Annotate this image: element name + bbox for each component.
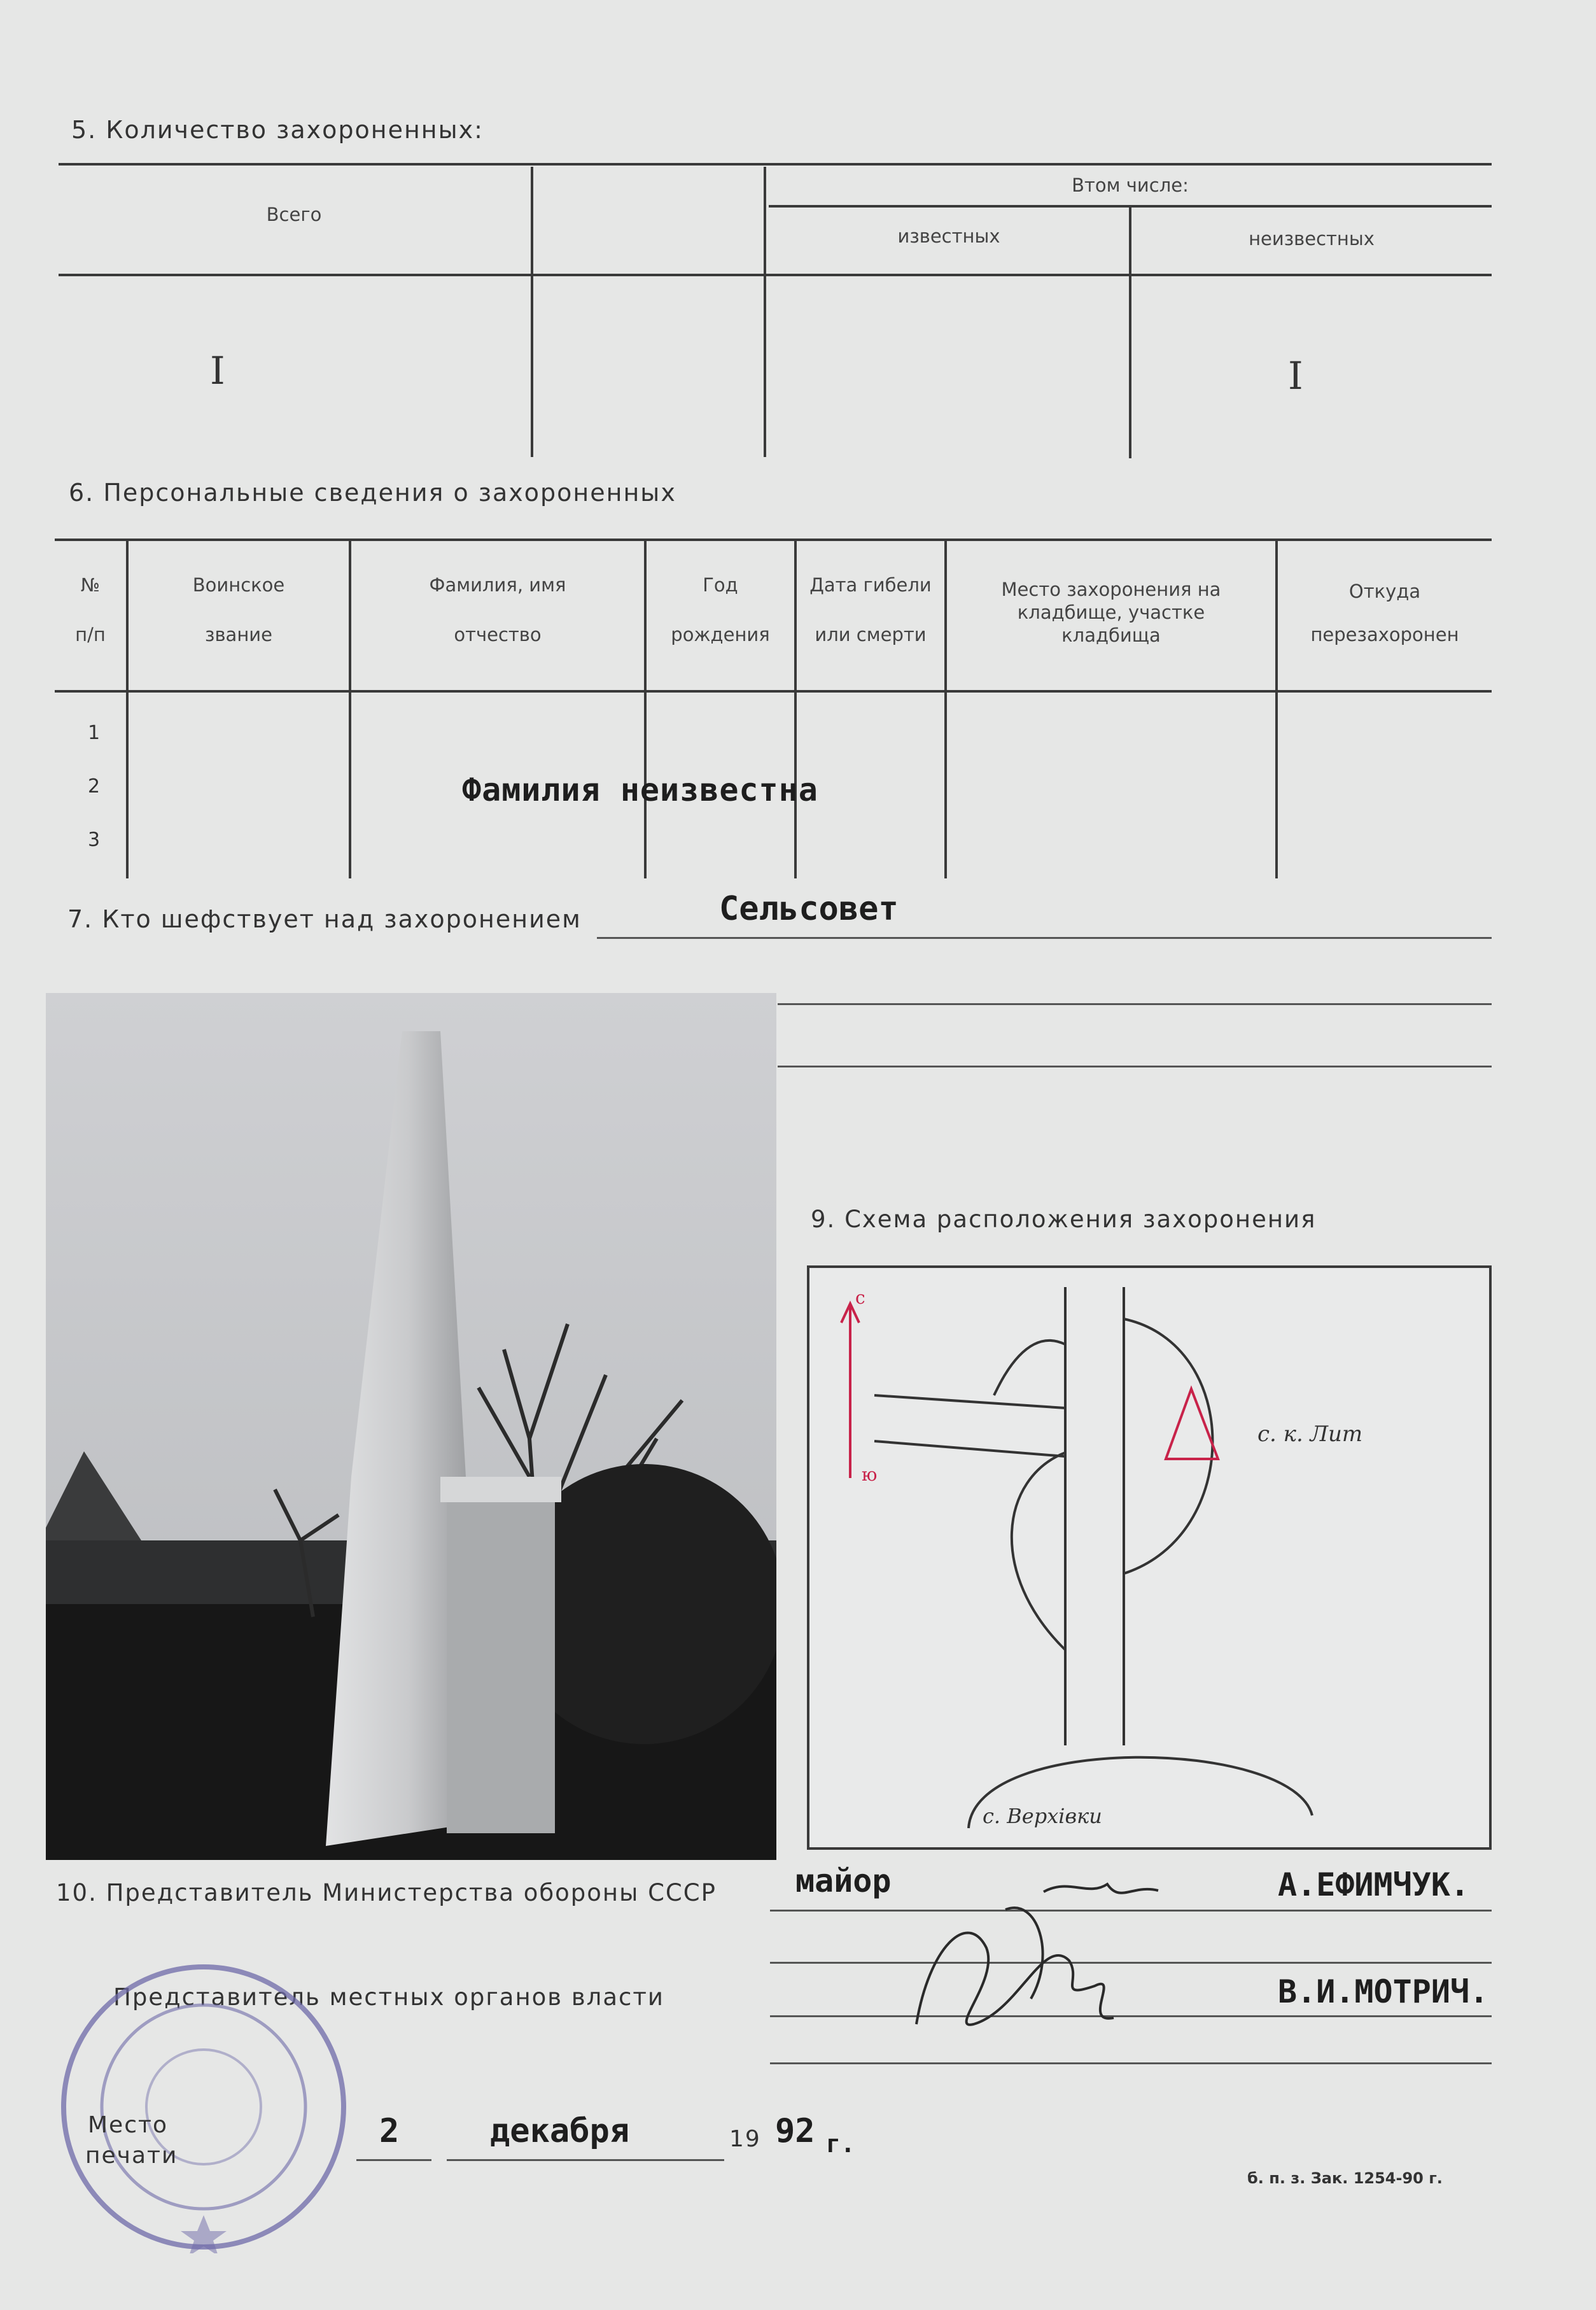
- official-stamp: [51, 1961, 356, 2253]
- date-day: 2: [379, 2112, 400, 2150]
- col-rank-header: [129, 573, 349, 647]
- col-total-header: Всего: [266, 204, 322, 225]
- date-day-line: [356, 2159, 431, 2161]
- col-from-header: [1278, 579, 1492, 647]
- rep-line-4: [770, 2062, 1492, 2064]
- col-place-line2: кладбище, участке: [1017, 602, 1205, 623]
- signatures: [891, 1871, 1222, 2056]
- stamp-place-label-2: печати: [85, 2143, 178, 2169]
- compass-south: ю: [862, 1464, 878, 1485]
- table5-header-bottom: [59, 274, 1492, 276]
- burial-location-scheme: [807, 1265, 1492, 1850]
- col-num-line2: п/п: [75, 624, 106, 645]
- col-including-header: Втом числе:: [1072, 174, 1189, 196]
- col-place-line1: Место захоронения на: [1001, 579, 1221, 600]
- col-name-header: [351, 573, 644, 647]
- patron-line-3: [778, 1066, 1492, 1067]
- label-village-lit: с. к. Лит: [1257, 1421, 1363, 1447]
- compass-north: с: [855, 1287, 865, 1308]
- monument-photo: [46, 993, 776, 1860]
- col-death-header: [797, 573, 944, 647]
- col-from-line1: Откуда: [1348, 581, 1421, 602]
- col-place-header: [947, 578, 1275, 647]
- col-num-line1: №: [80, 574, 101, 596]
- table5-divider-2: [764, 167, 766, 457]
- patron-line-1: [597, 937, 1492, 939]
- stamp-seal: [51, 1961, 356, 2253]
- col-unknown-header: неизвестных: [1249, 228, 1375, 250]
- col-known-header: известных: [897, 225, 1000, 247]
- col-birth-header: [647, 573, 794, 647]
- local-rep-title: Представитель местных органов власти: [113, 1983, 664, 2011]
- date-century: 19: [729, 2126, 761, 2152]
- scheme-drawing: [809, 1268, 1489, 1847]
- date-suffix: г.: [826, 2130, 855, 2158]
- col-name-line1: Фамилия, имя: [429, 574, 566, 596]
- col-rank-line2: звание: [205, 624, 272, 645]
- row-number-3: 3: [88, 829, 101, 851]
- col-death-line2: или смерти: [815, 624, 927, 645]
- stamp-place-label-1: Место: [88, 2112, 168, 2138]
- table5-top-border: [59, 163, 1492, 166]
- col-place-line3: кладбища: [1061, 624, 1161, 646]
- section6-title: 6. Персональные сведения о захороненных: [69, 479, 676, 507]
- row-number-2: 2: [88, 775, 101, 798]
- rep-name-2: В.И.МОТРИЧ.: [1278, 1973, 1489, 2010]
- typed-name-unknown: Фамилия неизвестна: [462, 771, 818, 808]
- section10-title: 10. Представитель Министерства обороны СССР: [56, 1879, 717, 1906]
- col-birth-line2: рождения: [671, 624, 770, 645]
- rep-name-1: А.ЕФИМЧУК.: [1278, 1866, 1470, 1903]
- date-month: декабря: [490, 2112, 630, 2150]
- col-death-line1: Дата гибели: [809, 574, 932, 596]
- section7-title: 7. Кто шефствует над захоронением: [67, 905, 582, 933]
- col-num-header: [55, 573, 126, 647]
- col-name-line2: отчество: [454, 624, 542, 645]
- date-year: 92: [775, 2112, 815, 2150]
- date-month-line: [447, 2159, 724, 2161]
- col-from-line2: перезахоронен: [1310, 624, 1459, 645]
- col-birth-line1: Год: [703, 574, 738, 596]
- row-number-1: 1: [88, 722, 101, 744]
- print-info: б. п. з. Зак. 1254-90 г.: [1247, 2169, 1443, 2187]
- section5-title: 5. Количество захороненных:: [71, 116, 484, 144]
- value-unknown: I: [1288, 354, 1303, 398]
- label-village-bottom: с. Верхівки: [983, 1804, 1102, 1828]
- table5-divider-1: [531, 167, 533, 457]
- patron-value: Сельсовет: [719, 890, 899, 928]
- section9-title: 9. Схема расположения захоронения: [811, 1206, 1317, 1233]
- monument-photo-image: [46, 993, 776, 1860]
- col-rank-line1: Воинское: [192, 574, 285, 596]
- patron-line-2: [778, 1003, 1492, 1005]
- rep-rank: майор: [795, 1863, 892, 1899]
- value-total: I: [210, 349, 225, 393]
